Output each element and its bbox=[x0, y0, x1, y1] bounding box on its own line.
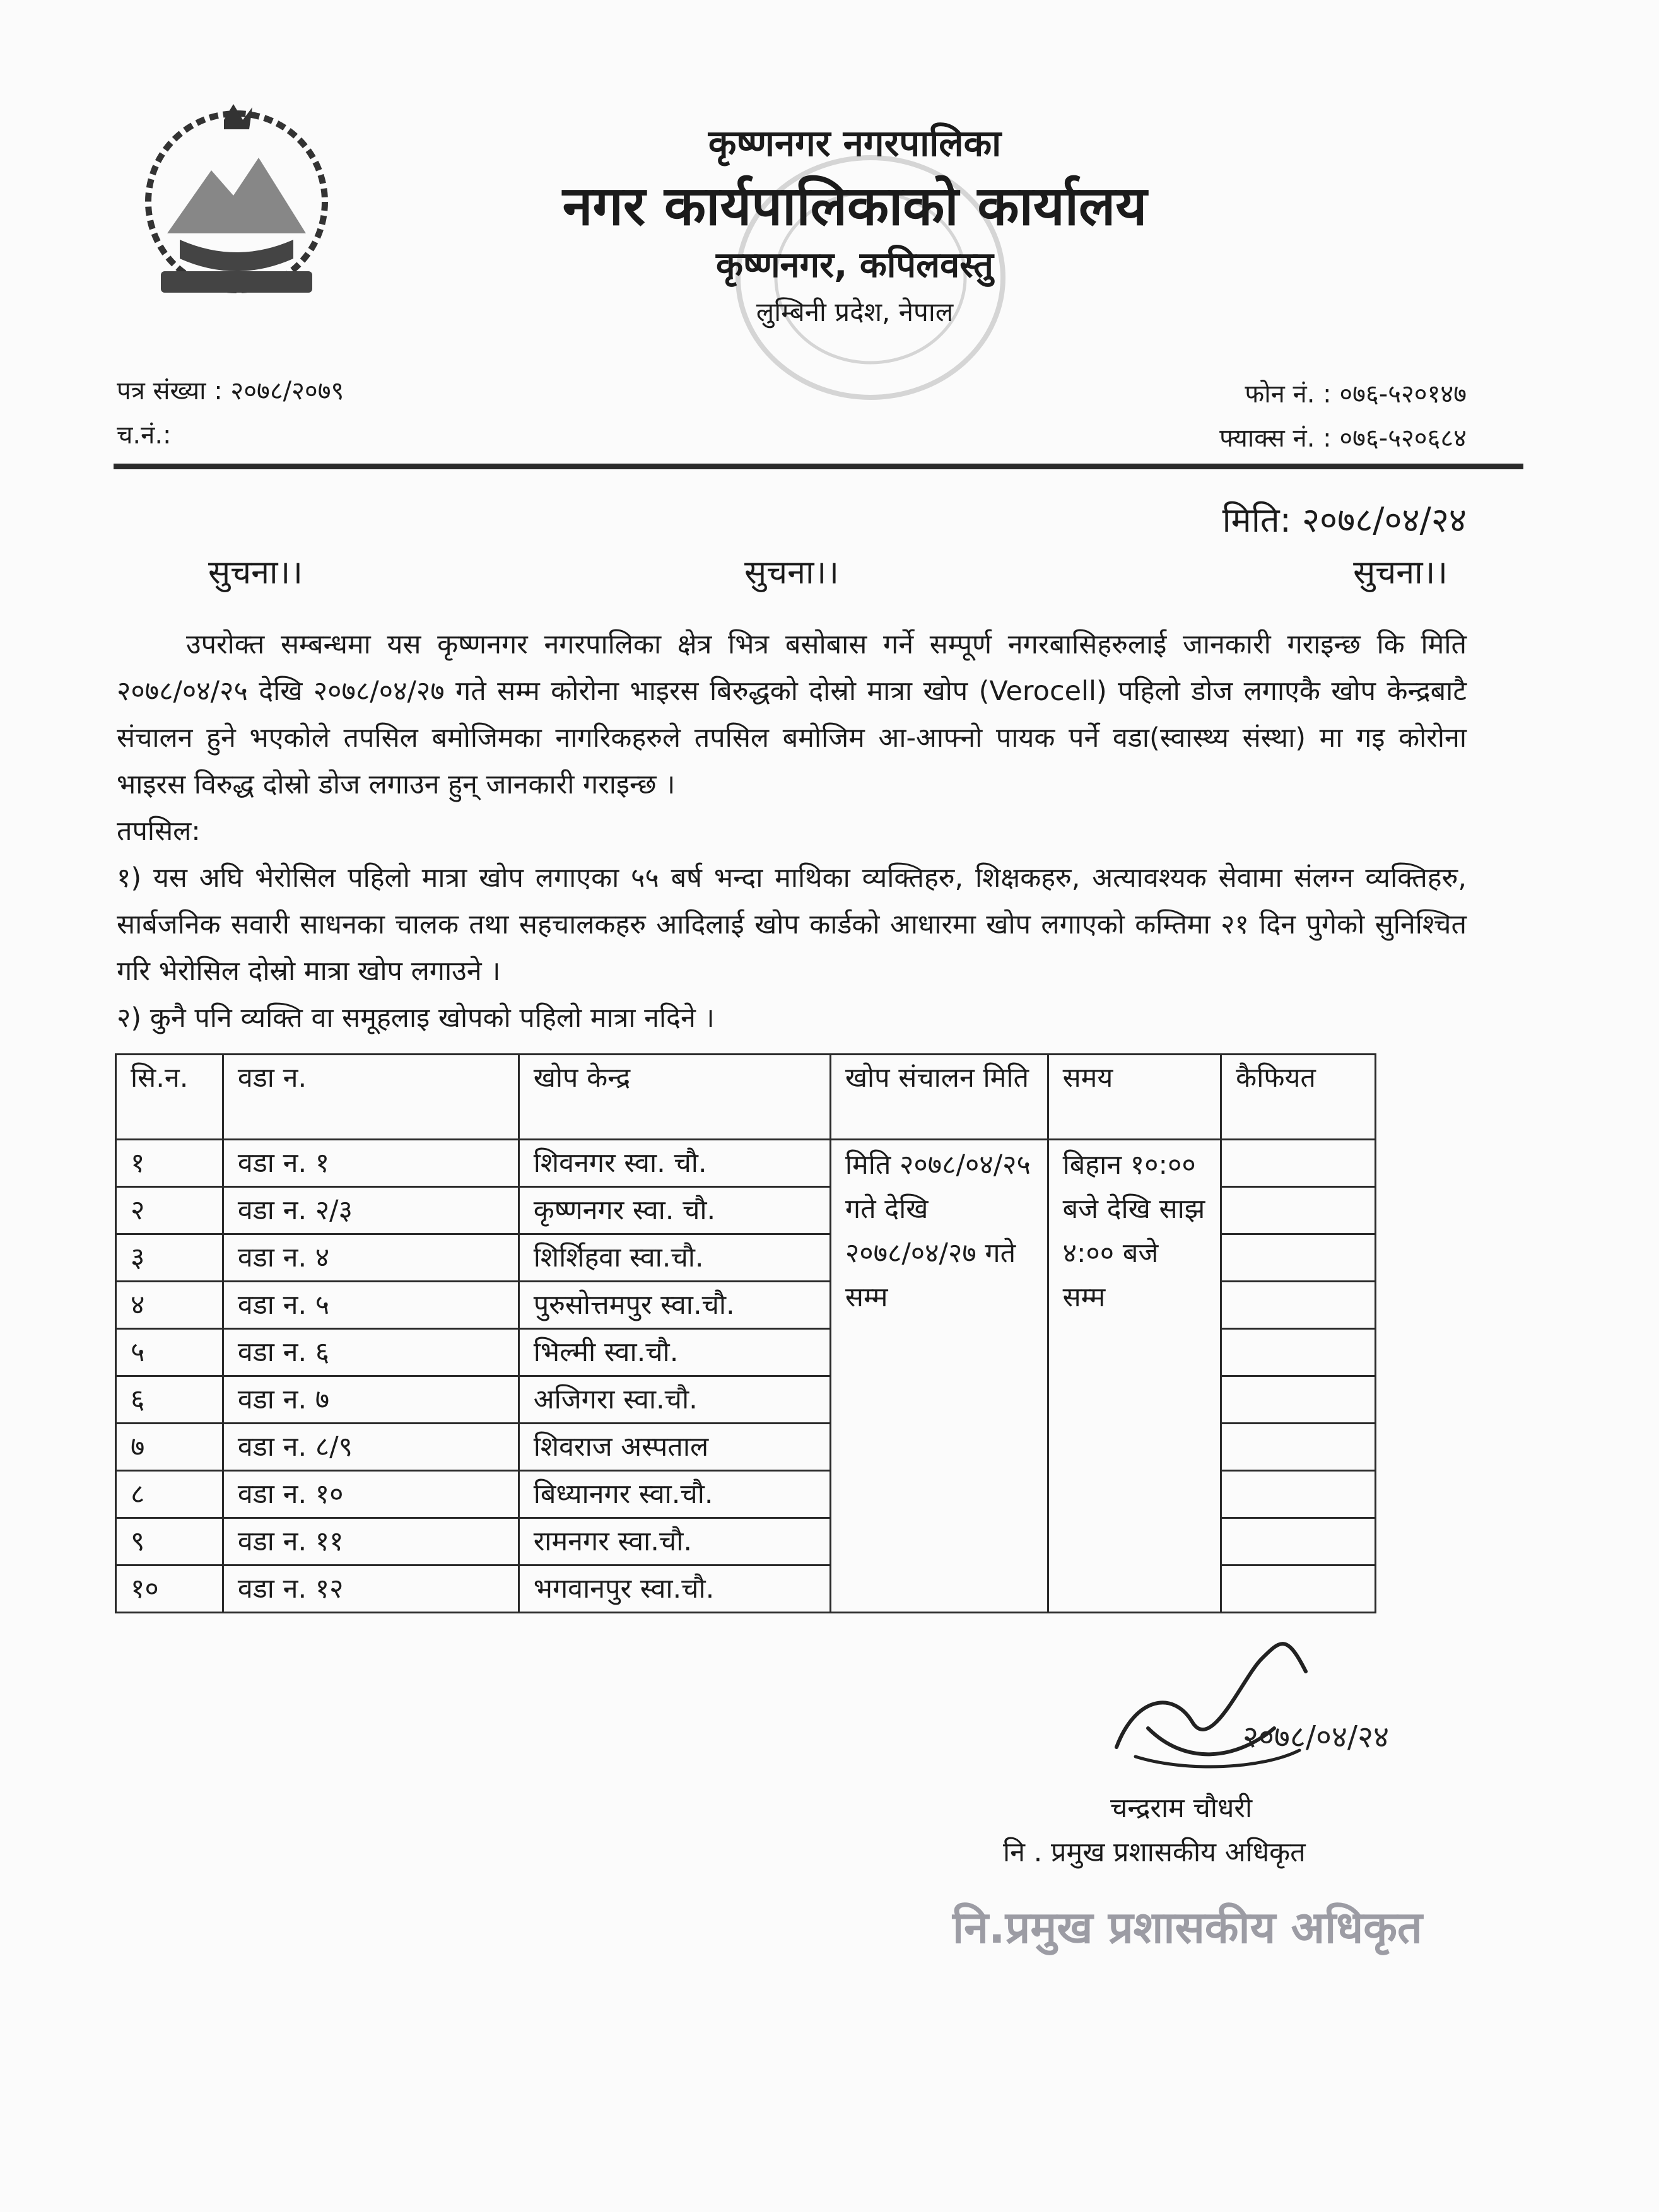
cell-center: शिवनगर स्वा. चौ. bbox=[519, 1140, 830, 1187]
table-header-row bbox=[116, 1055, 1376, 1140]
province-country: लुम्बिनी प्रदेश, नेपाल bbox=[756, 296, 954, 327]
header-time: समय bbox=[1048, 1055, 1221, 1140]
letter-number: पत्र संख्या : २०७८/२०७९ bbox=[117, 377, 344, 406]
phone-number: फोन नं. : ०७६-५२०१४७ bbox=[1245, 380, 1467, 409]
cell-center: भगवानपुर स्वा.चौ. bbox=[519, 1565, 830, 1613]
tapsil-item-2: २) कुनै पनि व्यक्ति वा समूहलाइ खोपको पहिलो मात्रा नदिने । bbox=[117, 1002, 715, 1034]
handwritten-signature bbox=[1098, 1621, 1390, 1785]
cell-ward: वडा न. ११ bbox=[223, 1518, 519, 1565]
cell-remarks bbox=[1221, 1282, 1376, 1329]
fax-number: फ्याक्स नं. : ०७६-५२०६८४ bbox=[1219, 424, 1467, 453]
body-paragraph: उपरोक्त सम्बन्धमा यस कृष्णनगर नगरपालिका क्षेत्र भित्र बसोबास गर्ने सम्पूर्ण नगरबासिहरुलाई जानकारी गराइन्छ कि मिति २०७८/०४/२५ देखि २०७८/०४/२७ गते सम्म कोरोना भाइरस बिरुद्धको दोस्रो मात्रा खोप (Verocell) पहिलो डोज लगाएकै खोप केन्द्रबाटै संचालन हुने भएकोले तपसिल बमोजिमका नागरिकहरुले तपसिल बमोजिम आ-आफ्नो पायक पर्ने वडा(स्वास्थ्य संस्था) मा गइ कोरोना भाइरस विरुद्ध दोस्रो डोज लगाउन हुन् जानकारी गराइन्छ । bbox=[117, 629, 1467, 800]
header-divider bbox=[114, 464, 1523, 469]
signatory-title: नि . प्रमुख प्रशासकीय अधिकृत bbox=[1003, 1837, 1306, 1868]
office-location: कृष्णनगर, कपिलवस्तु bbox=[716, 245, 994, 286]
cell-serial: ५ bbox=[116, 1329, 223, 1376]
cell-serial: ३ bbox=[116, 1234, 223, 1282]
document-date: मिति: २०७८/०४/२४ bbox=[1222, 500, 1467, 540]
header-date: खोप संचालन मिति bbox=[830, 1055, 1048, 1140]
signature-date: २०७८/०४/२४ bbox=[1243, 1719, 1390, 1755]
cell-serial: १० bbox=[116, 1565, 223, 1613]
cell-serial: ६ bbox=[116, 1376, 223, 1424]
cell-remarks bbox=[1221, 1471, 1376, 1518]
cell-remarks bbox=[1221, 1140, 1376, 1187]
cell-remarks bbox=[1221, 1329, 1376, 1376]
cell-serial: ९ bbox=[116, 1518, 223, 1565]
municipality-name: कृष्णनगर नगरपालिका bbox=[708, 122, 1002, 165]
tapsil-label: तपसिल: bbox=[117, 816, 201, 847]
cell-remarks bbox=[1221, 1518, 1376, 1565]
cell-serial: २ bbox=[116, 1187, 223, 1234]
cell-ward: वडा न. ४ bbox=[223, 1234, 519, 1282]
cell-center: अजिगरा स्वा.चौ. bbox=[519, 1376, 830, 1424]
notice-heading-left: सुचना।। bbox=[208, 554, 303, 592]
cell-ward: वडा न. २/३ bbox=[223, 1187, 519, 1234]
cell-ward: वडा न. ७ bbox=[223, 1376, 519, 1424]
cell-remarks bbox=[1221, 1187, 1376, 1234]
cell-schedule-date: मिति २०७८/०४/२५ गते देखि २०७८/०४/२७ गते सम्म bbox=[830, 1140, 1048, 1613]
cell-ward: वडा न. १२ bbox=[223, 1565, 519, 1613]
dispatch-number: च.नं.: bbox=[117, 421, 172, 450]
cell-center: कृष्णनगर स्वा. चौ. bbox=[519, 1187, 830, 1234]
header-serial: सि.न. bbox=[116, 1055, 223, 1140]
header-center: खोप केन्द्र bbox=[519, 1055, 830, 1140]
cell-schedule-time: बिहान १०:०० बजे देखि साझ ४:०० बजे सम्म bbox=[1048, 1140, 1221, 1613]
cell-center: रामनगर स्वा.चौ. bbox=[519, 1518, 830, 1565]
office-name: नगर कार्यपालिकाको कार्यालय bbox=[562, 175, 1147, 238]
cell-ward: वडा न. ८/९ bbox=[223, 1424, 519, 1471]
cell-ward: वडा न. ६ bbox=[223, 1329, 519, 1376]
cell-remarks bbox=[1221, 1376, 1376, 1424]
header-ward: वडा न. bbox=[223, 1055, 519, 1140]
table-row bbox=[116, 1140, 1376, 1187]
cell-serial: ४ bbox=[116, 1282, 223, 1329]
cell-remarks bbox=[1221, 1565, 1376, 1613]
cell-center: पुरुसोत्तमपुर स्वा.चौ. bbox=[519, 1282, 830, 1329]
header-remarks: कैफियत bbox=[1221, 1055, 1376, 1140]
notice-heading-right: सुचना।। bbox=[1353, 554, 1448, 592]
cell-ward: वडा न. १ bbox=[223, 1140, 519, 1187]
cell-serial: ७ bbox=[116, 1424, 223, 1471]
cell-center: बिध्यानगर स्वा.चौ. bbox=[519, 1471, 830, 1518]
cell-remarks bbox=[1221, 1234, 1376, 1282]
vaccination-schedule-table bbox=[115, 1053, 1376, 1613]
designation-stamp: नि.प्रमुख प्रशासकीय अधिकृत bbox=[953, 1902, 1422, 1953]
tapsil-item-1: १) यस अघि भेरोसिल पहिलो मात्रा खोप लगाएका ५५ बर्ष भन्दा माथिका व्यक्तिहरु, शिक्षकहरु, अत्यावश्यक सेवामा संलग्न व्यक्तिहरु, सार्बजनिक सवारी साधनका चालक तथा सहचालकहरु आदिलाई खोप कार्डको आधारमा खोप लगाएको कम्तिमा २१ दिन पुगेको सुनिश्चित गरि भेरोसिल दोस्रो मात्रा खोप लगाउने । bbox=[117, 862, 1467, 987]
cell-remarks bbox=[1221, 1424, 1376, 1471]
notice-body bbox=[117, 621, 1467, 1041]
notice-heading-center: सुचना।। bbox=[744, 554, 839, 592]
cell-center: शिवराज अस्पताल bbox=[519, 1424, 830, 1471]
cell-ward: वडा न. ५ bbox=[223, 1282, 519, 1329]
cell-center: भिल्मी स्वा.चौ. bbox=[519, 1329, 830, 1376]
cell-serial: ८ bbox=[116, 1471, 223, 1518]
signatory-name: चन्द्रराम चौधरी bbox=[1110, 1793, 1253, 1824]
cell-center: शिर्शिहवा स्वा.चौ. bbox=[519, 1234, 830, 1282]
cell-serial: १ bbox=[116, 1140, 223, 1187]
cell-ward: वडा न. १० bbox=[223, 1471, 519, 1518]
